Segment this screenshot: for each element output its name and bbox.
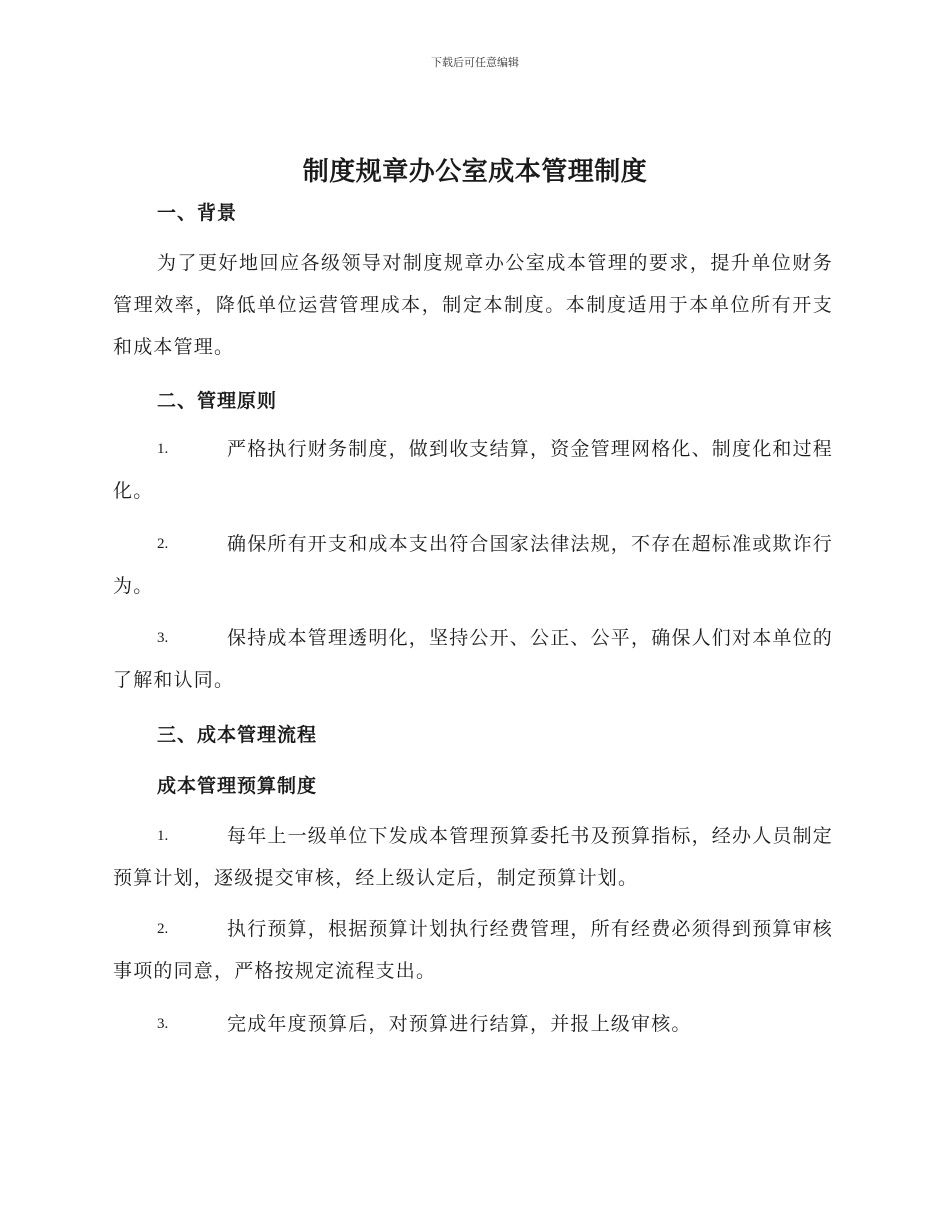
header-note: 下载后可任意编辑 [431,56,519,69]
section-heading-background: 一、背景 [157,202,238,224]
principle-item-3 [113,617,833,701]
item-text: 保持成本管理透明化，坚持公开、公正、公平，确保人们对本单位的了解和认同。 [113,627,834,691]
process-item-1 [113,815,833,899]
item-number: 1. [157,441,169,457]
process-item-3 [113,1003,833,1045]
item-text: 执行预算，根据预算计划执行经费管理，所有经费必须得到预算审核事项的同意，严格按规定流程支出。 [113,918,834,982]
document-title: 制度规章办公室成本管理制度 [302,157,648,187]
item-text: 每年上一级单位下发成本管理预算委托书及预算指标，经办人员制定预算计划，逐级提交审核，经上级认定后，制定预算计划。 [113,825,834,889]
section-heading-principles: 二、管理原则 [157,390,278,412]
principle-item-2 [113,523,833,607]
item-number: 3. [157,630,169,646]
item-number: 3. [157,1016,169,1032]
subsection-heading-budget: 成本管理预算制度 [157,775,318,797]
process-item-2 [113,908,833,992]
item-text: 确保所有开支和成本支出符合国家法律法规，不存在超标准或欺诈行为。 [113,533,834,597]
background-paragraph: 为了更好地回应各级领导对制度规章办公室成本管理的要求，提升单位财务管理效率，降低单位运营管理成本，制定本制度。本制度适用于本单位所有开支和成本管理。 [113,252,833,358]
item-number: 1. [157,828,169,844]
item-number: 2. [157,921,169,937]
principle-item-1 [113,428,833,512]
item-number: 2. [157,536,169,552]
item-text: 完成年度预算后，对预算进行结算，并报上级审核。 [227,1013,692,1035]
item-text: 严格执行财务制度，做到收支结算，资金管理网格化、制度化和过程化。 [113,438,834,502]
section-heading-process: 三、成本管理流程 [157,724,318,746]
